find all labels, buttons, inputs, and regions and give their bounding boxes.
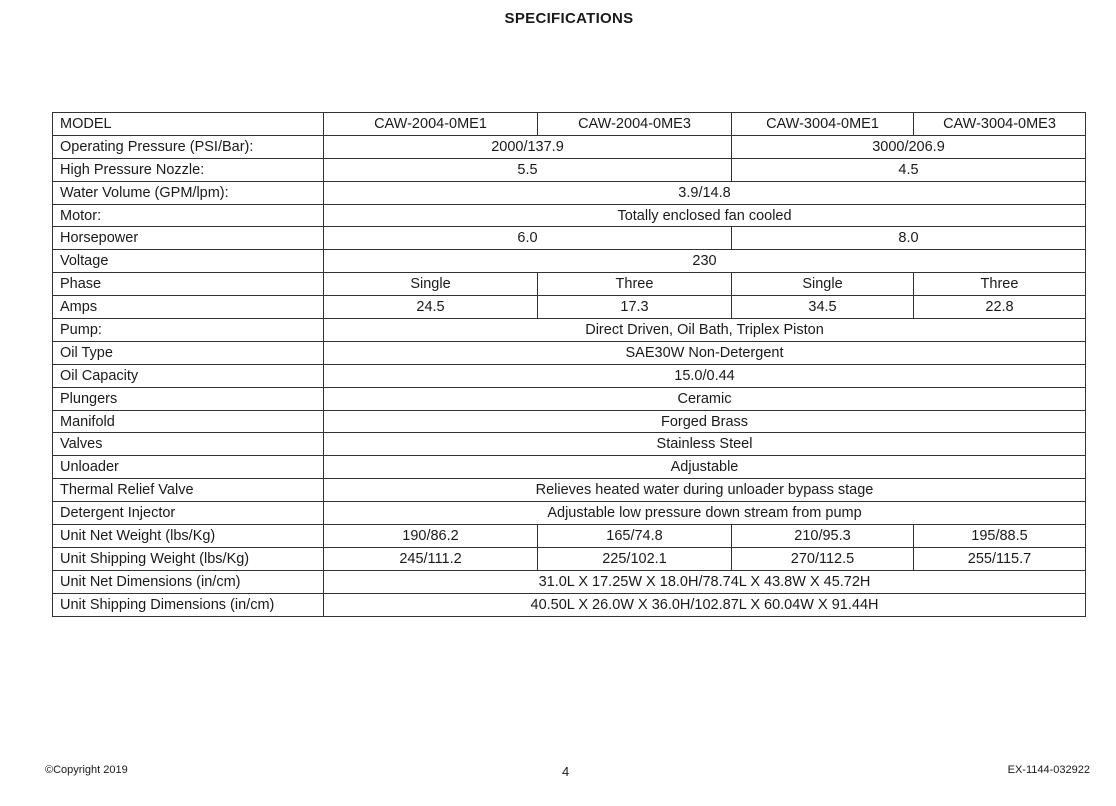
row-value: Forged Brass — [324, 410, 1086, 433]
table-row — [53, 364, 1086, 387]
table-row — [53, 547, 1086, 570]
table-row — [53, 525, 1086, 548]
table-row — [53, 387, 1086, 410]
row-label: Oil Type — [53, 341, 324, 364]
row-label: Water Volume (GPM/lpm): — [53, 181, 324, 204]
table-row — [53, 181, 1086, 204]
model-header: CAW-3004-0ME3 — [914, 113, 1086, 136]
row-label: High Pressure Nozzle: — [53, 158, 324, 181]
row-label: Unit Shipping Dimensions (in/cm) — [53, 593, 324, 616]
row-value: 4.5 — [732, 158, 1086, 181]
row-value: SAE30W Non-Detergent — [324, 341, 1086, 364]
row-value: 22.8 — [914, 296, 1086, 319]
row-value: 255/115.7 — [914, 547, 1086, 570]
row-value: 15.0/0.44 — [324, 364, 1086, 387]
row-value: Relieves heated water during unloader bypass stage — [324, 479, 1086, 502]
row-value: Stainless Steel — [324, 433, 1086, 456]
row-value: Direct Driven, Oil Bath, Triplex Piston — [324, 319, 1086, 342]
document-code: EX-1144-032922 — [1007, 764, 1090, 776]
table-header-row — [53, 113, 1086, 136]
row-value: Three — [538, 273, 732, 296]
row-value: 230 — [324, 250, 1086, 273]
row-value: 3000/206.9 — [732, 135, 1086, 158]
table-row — [53, 410, 1086, 433]
table-row — [53, 135, 1086, 158]
row-label: Unit Shipping Weight (lbs/Kg) — [53, 547, 324, 570]
row-value: Ceramic — [324, 387, 1086, 410]
table-row — [53, 250, 1086, 273]
table-row — [53, 456, 1086, 479]
row-label: Unit Net Dimensions (in/cm) — [53, 570, 324, 593]
row-value: 6.0 — [324, 227, 732, 250]
row-label: Pump: — [53, 319, 324, 342]
row-value: 17.3 — [538, 296, 732, 319]
table-row — [53, 502, 1086, 525]
table-row — [53, 593, 1086, 616]
row-value: 34.5 — [732, 296, 914, 319]
row-label: Valves — [53, 433, 324, 456]
row-value: Adjustable low pressure down stream from pump — [324, 502, 1086, 525]
row-value: 245/111.2 — [324, 547, 538, 570]
table-row — [53, 479, 1086, 502]
table-row — [53, 227, 1086, 250]
row-value: 2000/137.9 — [324, 135, 732, 158]
row-label: Voltage — [53, 250, 324, 273]
table-row — [53, 319, 1086, 342]
row-label: Horsepower — [53, 227, 324, 250]
row-label: Oil Capacity — [53, 364, 324, 387]
row-value: 190/86.2 — [324, 525, 538, 548]
row-label: Thermal Relief Valve — [53, 479, 324, 502]
row-label: Plungers — [53, 387, 324, 410]
model-header: CAW-2004-0ME1 — [324, 113, 538, 136]
row-value: 195/88.5 — [914, 525, 1086, 548]
row-label: Phase — [53, 273, 324, 296]
row-value: 5.5 — [324, 158, 732, 181]
row-value: 3.9/14.8 — [324, 181, 1086, 204]
row-label: Manifold — [53, 410, 324, 433]
row-value: 165/74.8 — [538, 525, 732, 548]
row-label: Operating Pressure (PSI/Bar): — [53, 135, 324, 158]
row-value: 40.50L X 26.0W X 36.0H/102.87L X 60.04W X 91.44H — [324, 593, 1086, 616]
row-value: Three — [914, 273, 1086, 296]
table-row — [53, 273, 1086, 296]
row-value: Single — [732, 273, 914, 296]
row-value: 8.0 — [732, 227, 1086, 250]
row-label: Detergent Injector — [53, 502, 324, 525]
header-label: MODEL — [53, 113, 324, 136]
table-row — [53, 341, 1086, 364]
table-row — [53, 433, 1086, 456]
model-header: CAW-2004-0ME3 — [538, 113, 732, 136]
row-label: Motor: — [53, 204, 324, 227]
row-value: Single — [324, 273, 538, 296]
copyright-text: ©Copyright 2019 — [45, 764, 128, 776]
row-value: 24.5 — [324, 296, 538, 319]
row-value: 225/102.1 — [538, 547, 732, 570]
row-label: Amps — [53, 296, 324, 319]
page-title: SPECIFICATIONS — [504, 10, 634, 27]
row-value: Totally enclosed fan cooled — [324, 204, 1086, 227]
table-row — [53, 296, 1086, 319]
table-row — [53, 570, 1086, 593]
row-label: Unit Net Weight (lbs/Kg) — [53, 525, 324, 548]
table-row — [53, 204, 1086, 227]
row-value: 270/112.5 — [732, 547, 914, 570]
specifications-table — [52, 112, 1086, 617]
row-value: 31.0L X 17.25W X 18.0H/78.74L X 43.8W X 45.72H — [324, 570, 1086, 593]
row-value: Adjustable — [324, 456, 1086, 479]
row-value: 210/95.3 — [732, 525, 914, 548]
page-number: 4 — [562, 764, 570, 779]
model-header: CAW-3004-0ME1 — [732, 113, 914, 136]
row-label: Unloader — [53, 456, 324, 479]
table-row — [53, 158, 1086, 181]
